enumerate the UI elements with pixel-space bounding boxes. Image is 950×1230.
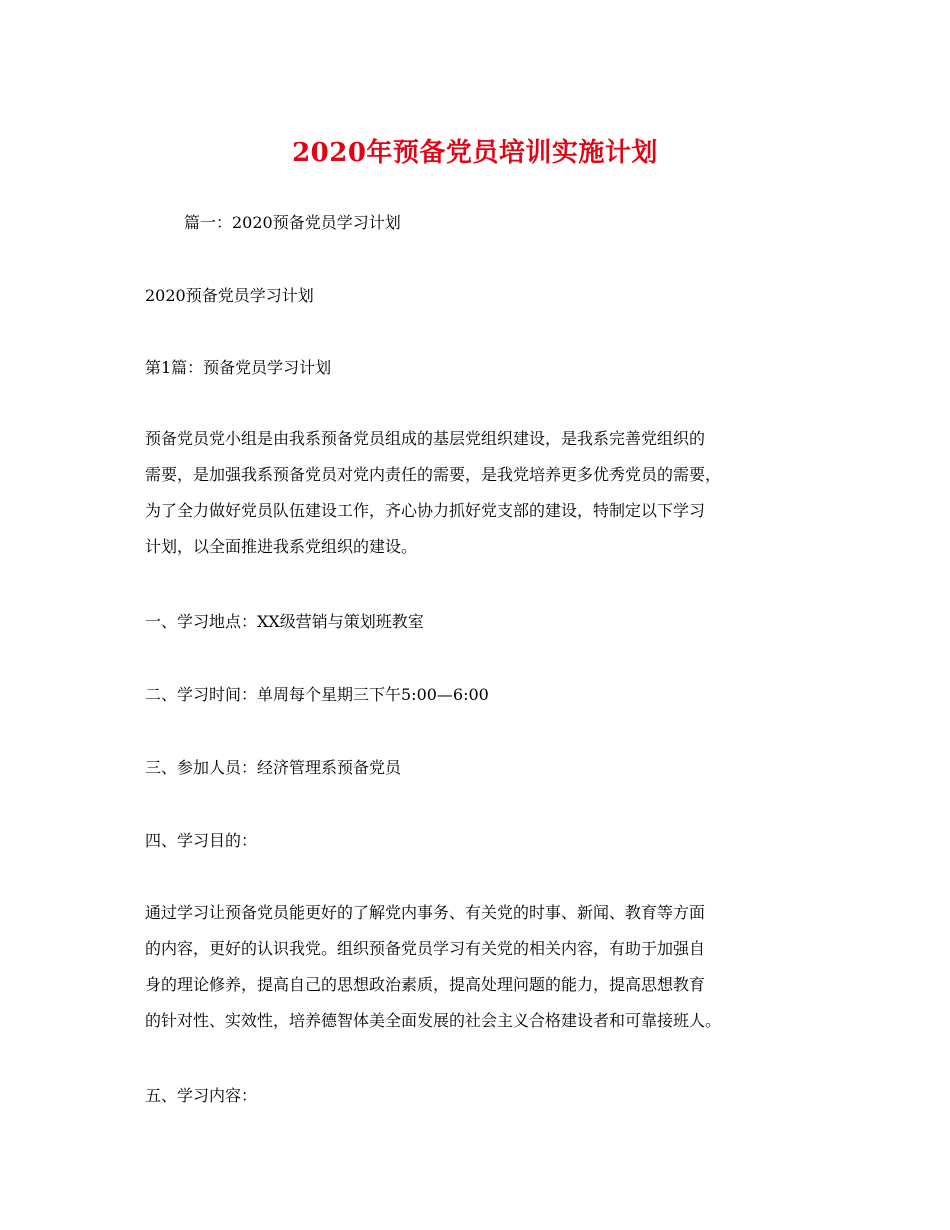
intro-line: 计划，以全面推进我系党组织的建设。	[145, 537, 418, 556]
purpose-line: 的针对性、实效性，培养德智体美全面发展的社会主义合格建设者和可靠接班人。	[145, 1011, 722, 1030]
item-study-location: 一、学习地点：XX级营销与策划班教室	[145, 612, 424, 631]
item-participants: 三、参加人员：经济管理系预备党员	[145, 758, 402, 777]
intro-line: 预备党员党小组是由我系预备党员组成的基层党组织建设，是我系完善党组织的	[145, 429, 706, 448]
item-study-content: 五、学习内容：	[145, 1086, 258, 1105]
item-study-purpose: 四、学习目的：	[145, 831, 258, 850]
intro-line: 需要，是加强我系预备党员对党内责任的需要，是我党培养更多优秀党员的需要，	[145, 465, 722, 484]
heading-study-plan: 2020预备党员学习计划	[145, 286, 314, 305]
heading-chapter-one: 第1篇：预备党员学习计划	[145, 358, 332, 377]
intro-line: 为了全力做好党员队伍建设工作，齐心协力抓好党支部的建设，特制定以下学习	[145, 501, 706, 520]
purpose-line: 身的理论修养，提高自己的思想政治素质，提高处理问题的能力，提高思想教育	[145, 975, 706, 994]
document-title: 2020年预备党员培训实施计划	[292, 138, 658, 168]
purpose-paragraph	[145, 895, 810, 1039]
intro-paragraph	[145, 421, 810, 565]
purpose-line: 的内容，更好的认识我党。组织预备党员学习有关党的相关内容，有助于加强自	[145, 939, 706, 958]
item-study-time: 二、学习时间：单周每个星期三下午5:00—6:00	[145, 685, 489, 704]
heading-part-one: 篇一：2020预备党员学习计划	[184, 213, 401, 232]
purpose-line: 通过学习让预备党员能更好的了解党内事务、有关党的时事、新闻、教育等方面	[145, 903, 706, 922]
